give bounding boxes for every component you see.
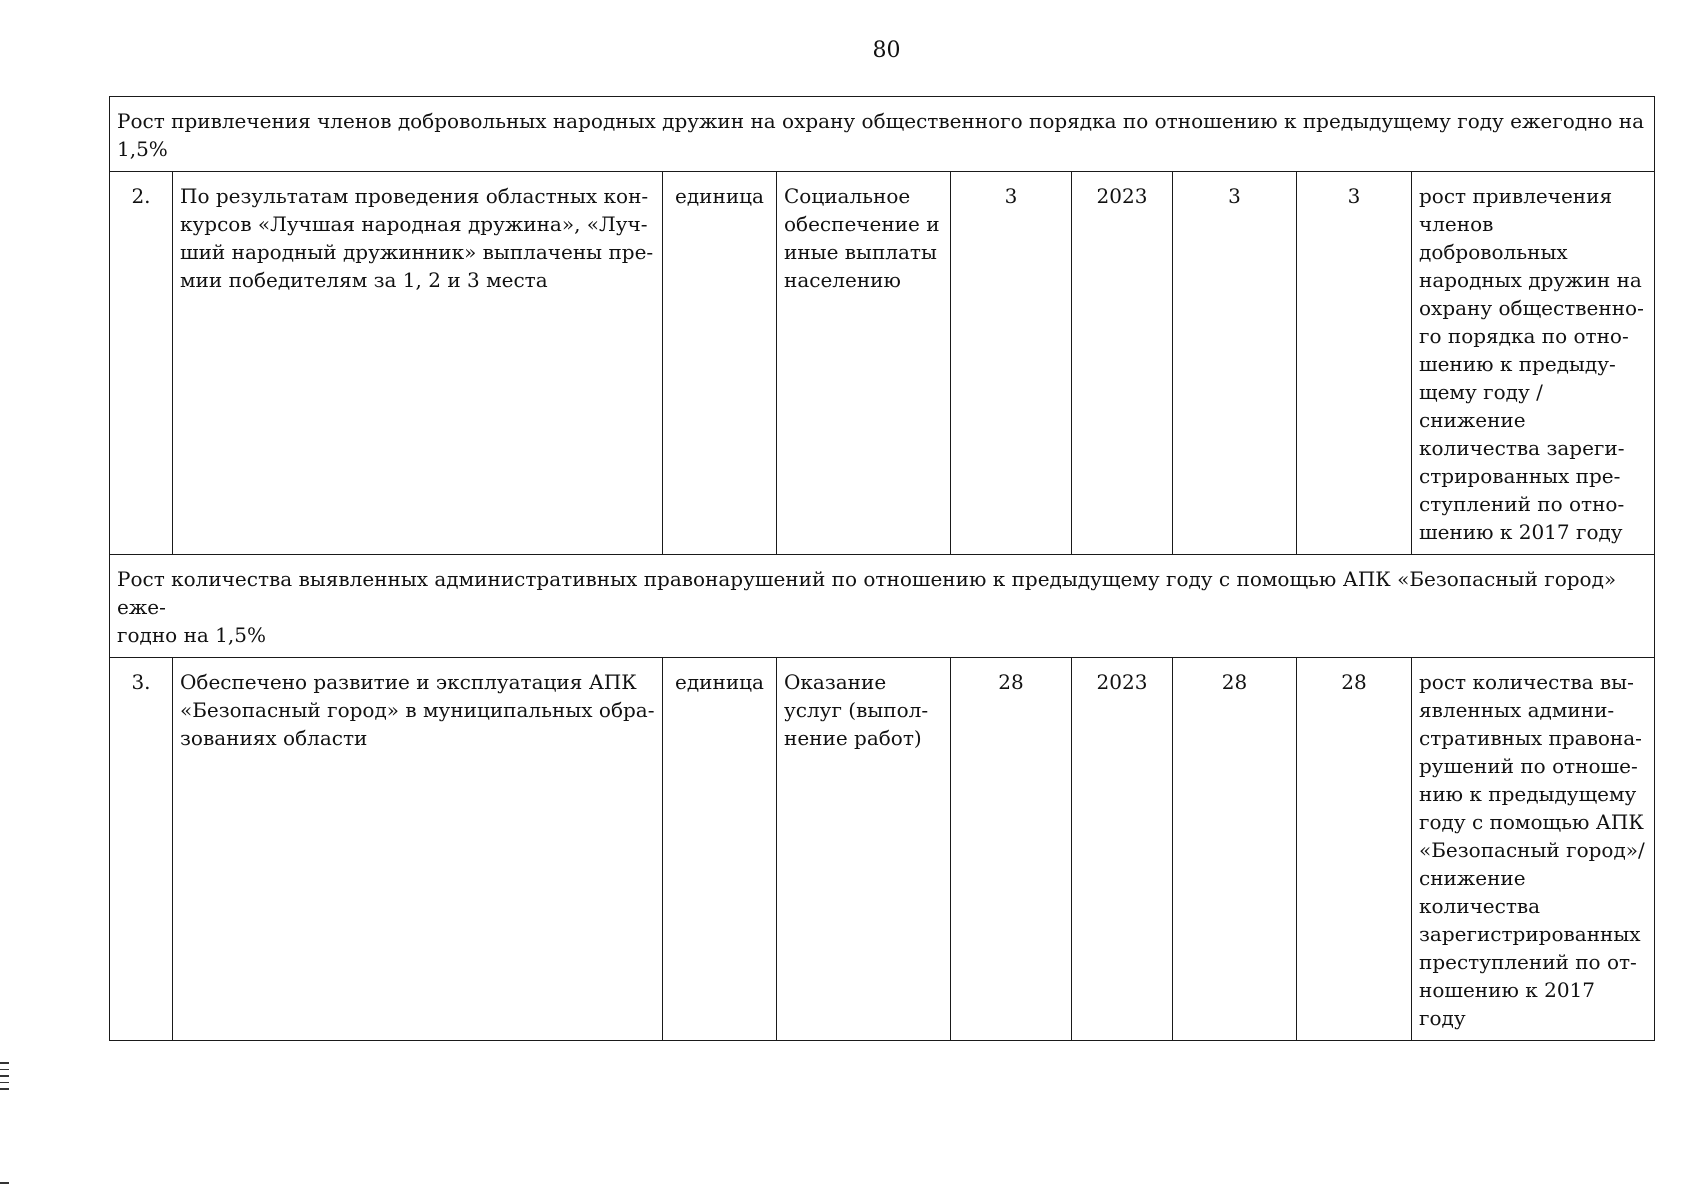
unit-cell: единица [663,172,777,555]
section-heading-row [110,97,1655,172]
measure-description: Обеспечено развитие и эксплуатация АПК «Безопасный город» в муниципальных обра- зованиях области [173,658,663,1041]
indicator-cell: рост привлечения членов добровольных народных дружин на охрану общественно- го порядка по отно- шению к предыду- щему году / снижение количества зареги- стрированных пре- ступлений по отно- шению к 2017 году [1412,172,1655,555]
base-value-cell: 3 [951,172,1072,555]
measures-table [109,96,1655,1041]
expense-type-cell: Социальное обеспечение и иные выплаты населению [777,172,951,555]
value-cell-1: 3 [1173,172,1297,555]
section-heading-row [110,555,1655,658]
value-cell-1: 28 [1173,658,1297,1041]
section-heading: Рост количества выявленных административных правонарушений по отношению к предыдущему году с помощью АПК «Безопасный город» еже- годно на 1,5% [110,555,1655,658]
expense-type-cell: Оказание услуг (выпол- нение работ) [777,658,951,1041]
scan-margin-mark [0,1182,9,1184]
value-cell-2: 28 [1297,658,1412,1041]
indicator-cell: рост количества вы- явленных админи- стративных правона- рушений по отноше- нию к предыдущему году с помощью АПК «Безопасный город»/ снижение количества зарегистрированных преступлений по от- ношению к 2017 году [1412,658,1655,1041]
table-row [110,658,1655,1041]
year-cell: 2023 [1072,658,1173,1041]
scan-margin-marks [0,1062,10,1095]
value-cell-2: 3 [1297,172,1412,555]
year-cell: 2023 [1072,172,1173,555]
row-number: 2. [110,172,173,555]
base-value-cell: 28 [951,658,1072,1041]
table-row [110,172,1655,555]
section-heading: Рост привлечения членов добровольных народных дружин на охрану общественного порядка по отношению к предыдущему году ежегодно на 1,5% [110,97,1655,172]
row-number: 3. [110,658,173,1041]
page-number: 80 [872,38,901,63]
unit-cell: единица [663,658,777,1041]
measure-description: По результатам проведения областных кон- курсов «Лучшая народная дружина», «Луч- ший народный дружинник» выплачены пре- мии победителям за 1, 2 и 3 места [173,172,663,555]
